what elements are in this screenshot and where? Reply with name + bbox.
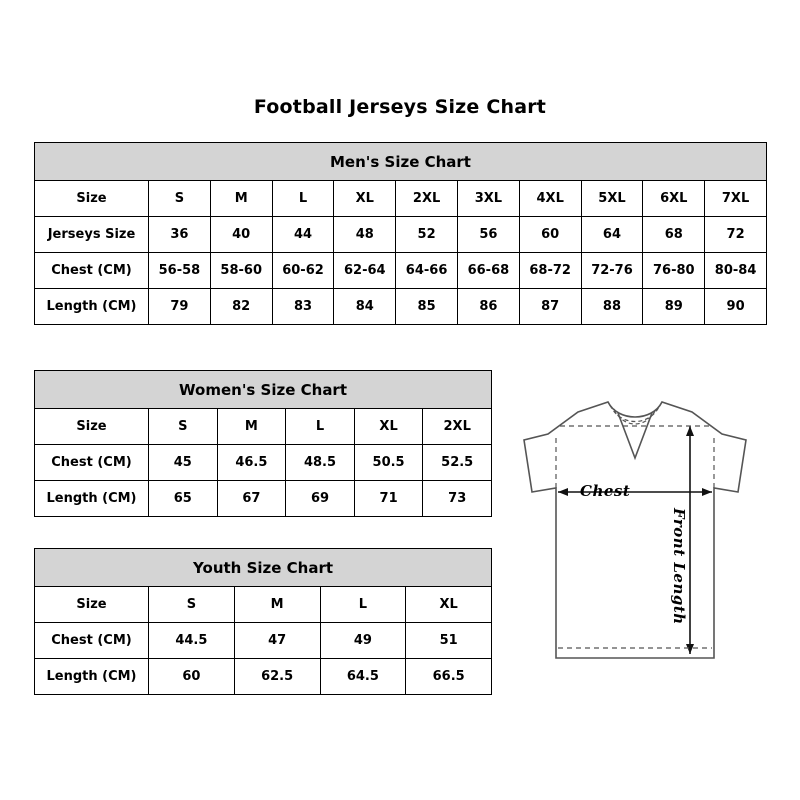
table-cell: 49 (320, 623, 406, 659)
table-cell: 62.5 (234, 659, 320, 695)
table-cell: 66.5 (406, 659, 492, 695)
table-header-row (35, 409, 492, 445)
table-row (35, 659, 492, 695)
front-length-measure-label: Front Length (670, 508, 688, 625)
column-header: 7XL (705, 181, 767, 217)
womens-size-table (34, 370, 492, 517)
table-row (35, 217, 767, 253)
table-caption-row (35, 371, 492, 409)
table-cell: 89 (643, 289, 705, 325)
table-cell: 52.5 (423, 445, 492, 481)
table-cell: 50.5 (354, 445, 423, 481)
table-caption-row (35, 143, 767, 181)
column-header: M (217, 409, 286, 445)
table-cell: 88 (581, 289, 643, 325)
column-header: 4XL (519, 181, 581, 217)
table-cell: 56-58 (149, 253, 211, 289)
table-cell: 85 (396, 289, 458, 325)
row-label: Chest (CM) (35, 445, 149, 481)
column-header: 6XL (643, 181, 705, 217)
table-cell: 79 (149, 289, 211, 325)
column-header: L (320, 587, 406, 623)
table-cell: 87 (519, 289, 581, 325)
table-cell: 52 (396, 217, 458, 253)
table-cell: 68-72 (519, 253, 581, 289)
table-cell: 60 (149, 659, 235, 695)
table-cell: 68 (643, 217, 705, 253)
table-cell: 36 (149, 217, 211, 253)
table-caption-row (35, 549, 492, 587)
column-header: S (149, 181, 211, 217)
table-cell: 65 (149, 481, 218, 517)
table-cell: 44.5 (149, 623, 235, 659)
table-cell: 69 (286, 481, 355, 517)
womens-table-caption: Women's Size Chart (35, 371, 492, 409)
table-cell: 64-66 (396, 253, 458, 289)
table-cell: 60 (519, 217, 581, 253)
table-cell: 64.5 (320, 659, 406, 695)
column-header: L (272, 181, 334, 217)
column-header: XL (354, 409, 423, 445)
column-header: S (149, 409, 218, 445)
mens-table-caption: Men's Size Chart (35, 143, 767, 181)
table-cell: 80-84 (705, 253, 767, 289)
table-cell: 56 (457, 217, 519, 253)
column-header: Size (35, 587, 149, 623)
column-header: M (210, 181, 272, 217)
table-cell: 82 (210, 289, 272, 325)
table-cell: 47 (234, 623, 320, 659)
row-label: Length (CM) (35, 481, 149, 517)
table-cell: 83 (272, 289, 334, 325)
table-cell: 64 (581, 217, 643, 253)
page-title: Football Jerseys Size Chart (253, 96, 547, 118)
column-header: 5XL (581, 181, 643, 217)
youth-table-caption: Youth Size Chart (35, 549, 492, 587)
column-header: 2XL (423, 409, 492, 445)
table-cell: 73 (423, 481, 492, 517)
column-header: S (149, 587, 235, 623)
column-header: XL (406, 587, 492, 623)
table-cell: 58-60 (210, 253, 272, 289)
table-row (35, 289, 767, 325)
table-cell: 45 (149, 445, 218, 481)
row-label: Chest (CM) (35, 253, 149, 289)
table-cell: 48 (334, 217, 396, 253)
column-header: M (234, 587, 320, 623)
table-row (35, 481, 492, 517)
chest-measure-label: Chest (580, 482, 631, 500)
table-row (35, 623, 492, 659)
mens-size-table (34, 142, 767, 325)
tshirt-outline-icon (500, 396, 770, 706)
table-cell: 71 (354, 481, 423, 517)
column-header: Size (35, 409, 149, 445)
column-header: 2XL (396, 181, 458, 217)
youth-size-table (34, 548, 492, 695)
table-row (35, 253, 767, 289)
column-header: Size (35, 181, 149, 217)
column-header: XL (334, 181, 396, 217)
column-header: 3XL (457, 181, 519, 217)
table-cell: 76-80 (643, 253, 705, 289)
table-cell: 72-76 (581, 253, 643, 289)
table-cell: 66-68 (457, 253, 519, 289)
table-cell: 86 (457, 289, 519, 325)
table-cell: 84 (334, 289, 396, 325)
row-label: Length (CM) (35, 289, 149, 325)
row-label: Length (CM) (35, 659, 149, 695)
table-cell: 48.5 (286, 445, 355, 481)
table-cell: 44 (272, 217, 334, 253)
table-header-row (35, 181, 767, 217)
table-cell: 51 (406, 623, 492, 659)
table-cell: 62-64 (334, 253, 396, 289)
row-label: Jerseys Size (35, 217, 149, 253)
column-header: L (286, 409, 355, 445)
measurement-diagram (500, 396, 770, 706)
table-cell: 60-62 (272, 253, 334, 289)
table-cell: 40 (210, 217, 272, 253)
table-cell: 46.5 (217, 445, 286, 481)
table-cell: 67 (217, 481, 286, 517)
table-header-row (35, 587, 492, 623)
table-cell: 90 (705, 289, 767, 325)
table-cell: 72 (705, 217, 767, 253)
table-row (35, 445, 492, 481)
row-label: Chest (CM) (35, 623, 149, 659)
